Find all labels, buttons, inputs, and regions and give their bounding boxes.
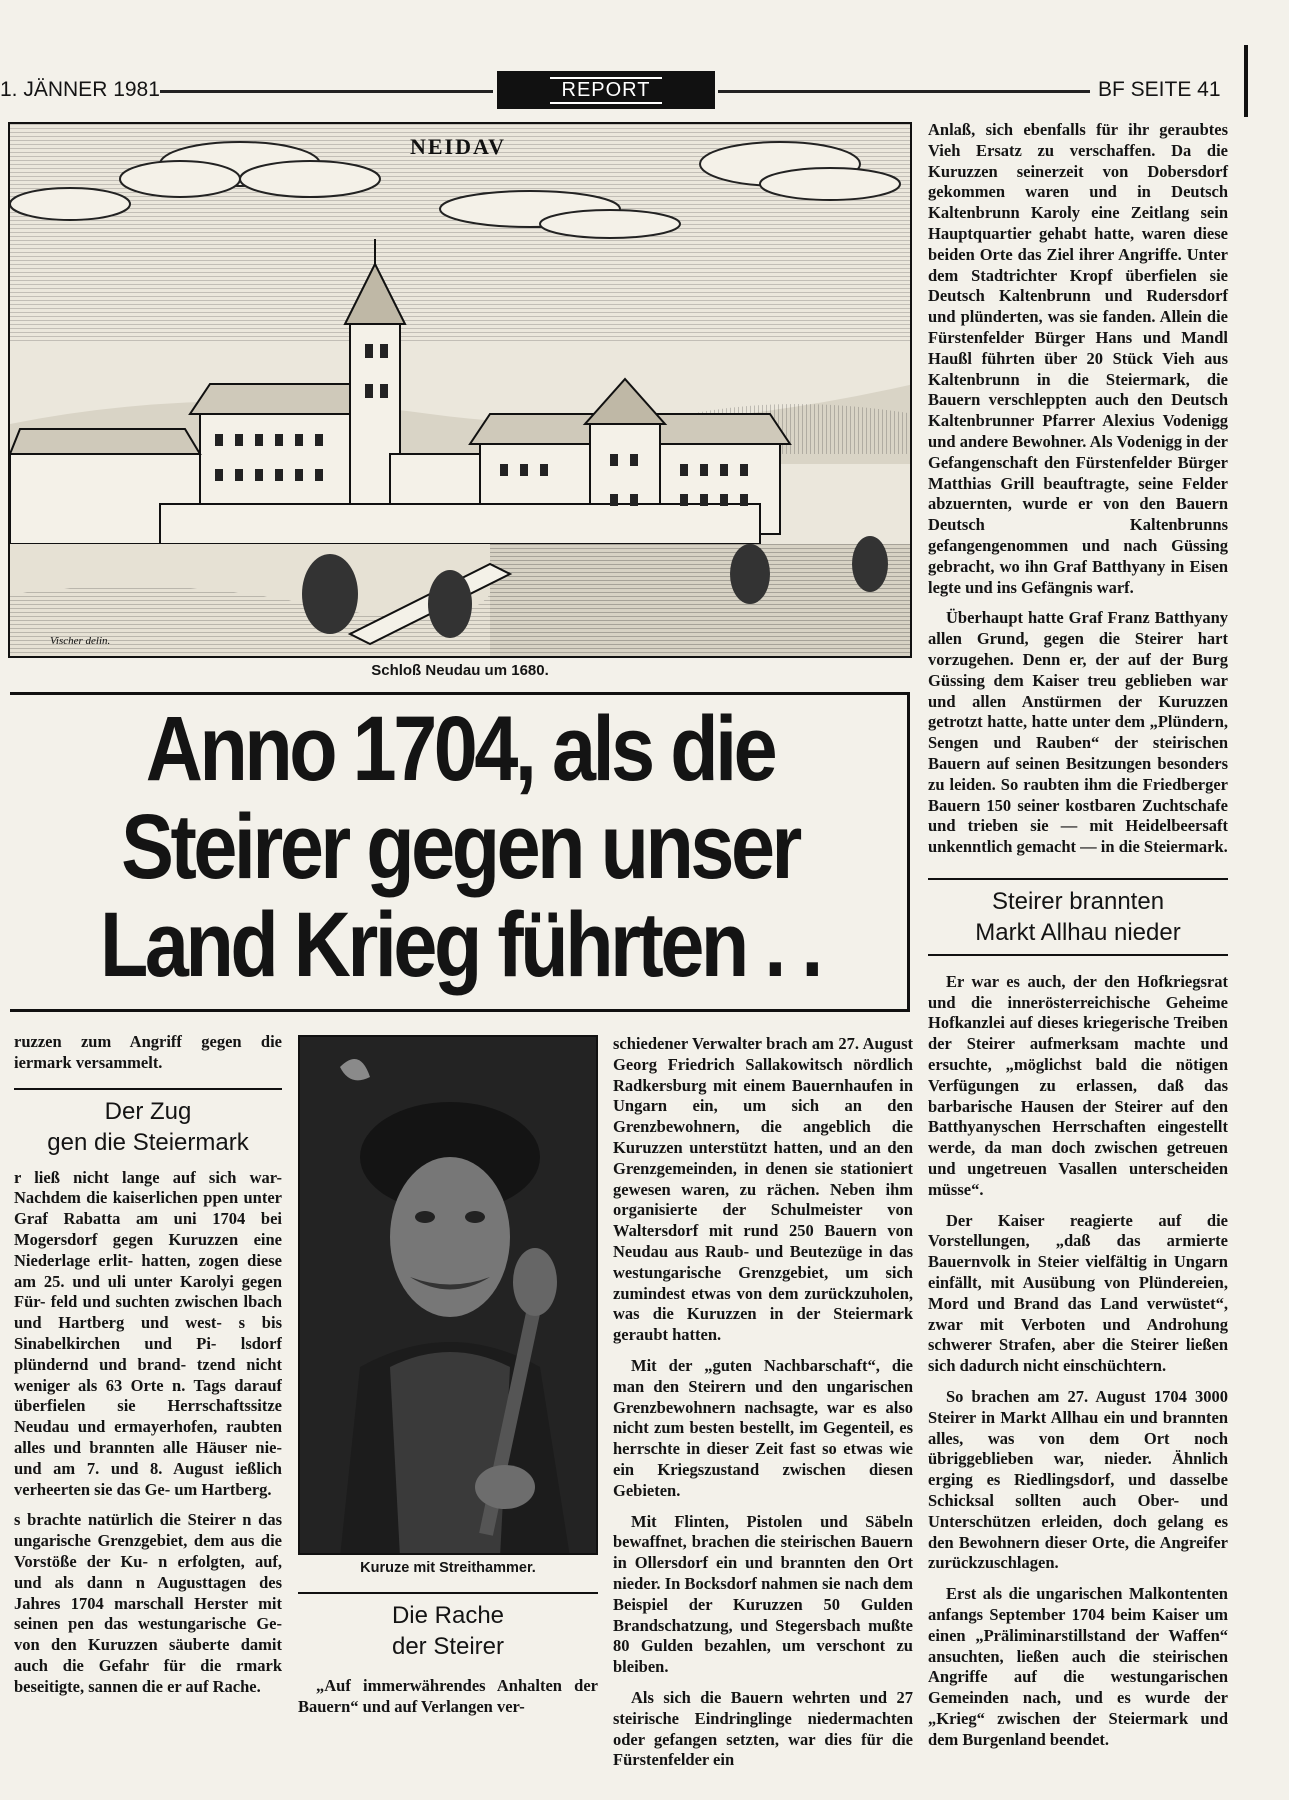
column-1 bbox=[14, 1032, 282, 1752]
page-number: BF SEITE 41 bbox=[1098, 78, 1221, 101]
castle-engraving bbox=[8, 122, 912, 658]
col2-subhead-line-1: Die Rache bbox=[391, 1602, 505, 1629]
kuruze-portrait-art bbox=[300, 1037, 598, 1555]
col1-paragraph-1: r ließ nicht lange auf sich war- Nachdem die kaiserlichen ppen unter Graf Rabatta am uni 1704 bei Mogersdorf gegen Kuruzzen eine Niederlage erlit- hatten, zogen diese am 25. und uli unter Karolyi gegen Für- feld und suchten zwischen lbach und Hartberg und west- s bis Sinabelkirchen und Pi- lsdorf plündernd und brand- tzend nicht weniger als 63 Orte n. Tags darauf überfielen sie Herrschaftssitze Neudau und ermayerhofen, raubten alles und brannten alle Häuser nie- und am 7. und 8. August ießlich verheerten sie das Ge- um Hartberg. bbox=[14, 1167, 282, 1499]
headline-line-3: Land Krieg führten . . bbox=[100, 894, 820, 996]
col4-paragraph-4: Der Kaiser reagierte auf die Vorstellungen, „daß das armierte Bauernvolk in Steier vielfältig in Ungarn einfällt, mit Ausübung von Plündereien, Mord und Brand das Land verwüstet“, zwar mit Verboten und Androhung schwerer Strafen, aber die Steirer ließen sich dadurch nicht einschüchtern. bbox=[928, 1210, 1228, 1376]
col4-paragraph-5: So brachen am 27. August 1704 3000 Steirer in Markt Allhau ein und brannten alles, was von dem Ort noch übriggeblieben war, nieder. Ähnlich erging es Riedlingsdorf, und dasselbe Schicksal sollten auch Ober- und Unterschützen erleiden, doch gelang es den Bewohnern dieser Orte, die Angreifer zurückzuschlagen. bbox=[928, 1387, 1228, 1573]
section-label: REPORT bbox=[497, 71, 715, 109]
castle-caption: Schloß Neudau um 1680. bbox=[371, 662, 549, 679]
col1-paragraph-2: s brachte natürlich die Steirer n das ungarische Grenzgebiet, dem aus die Vorstöße der Ku- n erfolgten, auf, und als dann n Augusttagen des Jahres 1704 marschall Herster mit seinen pen das westungarische Ge- von den Kuruzzen säuberte damit auch die Gefahr für die rmark beseitigte, sannen die er auf Rache. bbox=[14, 1510, 282, 1696]
col4-paragraph-3: Er war es auch, der den Hofkriegsrat und die innerösterreichische Geheime Hofkanzlei auf dieses kriegerische Treiben der Steirer aufmerksam machte und ersuchte, „möglichst bald die nötigen Verfügungen zu erlassen, daß das barbarische Hausen der Steirer auf den Batthyanyschen Herrschaften eingestellt werde, da man doch zwischen getreuen und ungetreuen Vasallen unterscheiden müsse“. bbox=[928, 971, 1228, 1199]
column-4 bbox=[928, 120, 1228, 1761]
col4-subhead-line-1: Steirer brannten bbox=[991, 887, 1165, 915]
col1-intro: ruzzen zum Angriff gegen die iermark versammelt. bbox=[14, 1032, 282, 1072]
col4-paragraph-1: Anlaß, sich ebenfalls für ihr geraubtes Vieh Ersatz zu verschaffen. Da die Kuruzzen seinerzeit von Dobersdorf gekommen waren und in Deutsch Kaltenbrunn Karoly eine Zeitlang sein Hauptquartier gehabt hatte, waren diese beiden Orte das Ziel ihrer Angriffe. Unter dem Stadtrichter Kropf überfielen sie Deutsch Kaltenbrunn und Rudersdorf und plünderten, was sie fanden. Allein die Fürstenfelder Bürger Hans und Mandl Haußl führten über 20 Stück Vieh aus Kaltenbrunn in die Steiermark, die Bauern verschleppten auch den Deutsch Kaltenbrunner Pfarrer Alexius Vodenigg und andere Bewohner. Als Vodenigg in der Gefangenschaft den Fürstenfelder Bürger Matthias Grill beauftragte, seine Felder abzuernten, wurde er von den Bauern Deutsch Kaltenbrunns gefangengenommen und nach Güssing gebracht, wo ihn Graf Batthyany in Eisen legte und ins Gefängnis warf. bbox=[928, 120, 1228, 597]
kuruze-portrait bbox=[298, 1035, 598, 1555]
issue-date: 1. JÄNNER 1981 bbox=[0, 78, 160, 101]
col3-paragraph-1: schiedener Verwalter brach am 27. August Georg Friedrich Sallakowitsch nördlich Radkersburg mit einem Bauernhaufen in Ungarn ein, um sich an den Grenzbewohnern, die angeblich die Kuruzzen unterstützt hatten, und an den Grenzgemeinden, in denen sie stationiert gewesen waren, zu rächen. Neben ihm organisierte der Schulmeister von Waltersdorf mit rund 250 Bauern von Neudau aus Raub- und Beutezüge in das westungarische Grenzgebiet, um sich zumindest etwas von dem zurückzuholen, was die Kuruzzen in der Steiermark geraubt hatten. bbox=[613, 1034, 913, 1345]
portrait-caption: Kuruze mit Streithammer. bbox=[360, 1560, 536, 1576]
col2-paragraph-1: „Auf immerwährendes Anhalten der Bauern“ und auf Verlangen ver- bbox=[298, 1676, 598, 1716]
header-rule-right bbox=[718, 90, 1090, 93]
col4-paragraph-2: Überhaupt hatte Graf Franz Batthyany allen Grund, gegen die Steirer hart vorzugehen. Denn er, der auf der Burg Güssing dem Kaiser treu geblieben war und allen Anstürmen der Kuruzzen getrotzt hatte, hatte unter dem „Plündern, Sengen und Rauben“ der steirischen Bauern auf seinen Besitzungen besonders zu leiden. So raubten ihm die Friedberger Bauern 150 seiner kostbaren Zuchtschafe und trieben sie — mit Heidelbeersaft unkenntlich gemacht — in die Steiermark. bbox=[928, 608, 1228, 857]
column-2 bbox=[298, 1592, 598, 1728]
headline-line-1: Anno 1704, als die bbox=[145, 698, 775, 800]
header-rule-left bbox=[160, 90, 493, 93]
col4-subhead bbox=[928, 878, 1228, 956]
col2-subhead bbox=[298, 1592, 598, 1662]
col1-subhead-line-1: Der Zug bbox=[104, 1097, 192, 1125]
col1-subhead bbox=[14, 1088, 282, 1158]
castle-engraving-art bbox=[10, 124, 912, 658]
engraving-inscription: NEIDAV bbox=[410, 134, 506, 159]
headline-line-2: Steirer gegen unser bbox=[121, 796, 799, 898]
col4-subhead-line-2: Markt Allhau nieder bbox=[975, 918, 1181, 946]
col3-paragraph-4: Als sich die Bauern wehrten und 27 steirische Eindringlinge niedermachten oder gefangen setzten, war dies für die Fürstenfelder ein bbox=[613, 1687, 913, 1770]
col3-paragraph-3: Mit Flinten, Pistolen und Säbeln bewaffnet, brachen die steirischen Bauern in Ollersdorf ein und brannten den Ort nieder. In Bocksdorf nahmen sie nach dem Beispiel der Kuruzzen 50 Gulden Brandschatzung, und Stegersbach mußte 80 Gulden bezahlen, um verschont zu bleiben. bbox=[613, 1511, 913, 1677]
col4-paragraph-6: Erst als die ungarischen Malkontenten anfangs September 1704 beim Kaiser um einen „Präliminarstillstand der Waffen“ ansuchten, ließen auch die steirischen Angriffe auf die westungarischen Gemeinden nach, und es wurde der „Krieg“ zwischen der Steiermark und dem Burgenland beendet. bbox=[928, 1584, 1228, 1749]
engraver-signature: Vischer delin. bbox=[50, 635, 111, 647]
col1-subhead-line-2: gen die Steiermark bbox=[47, 1128, 249, 1156]
column-3 bbox=[613, 1034, 913, 1781]
margin-bar bbox=[1244, 45, 1248, 117]
col2-subhead-line-2: der Steirer bbox=[391, 1633, 505, 1660]
col3-paragraph-2: Mit der „guten Nachbarschaft“, die man den Steirern und den ungarischen Grenzbewohnern nachsagte, war es also nicht zum besten bestellt, im Gegenteil, es herrschte in dieser Zeit fast so etwas wie ein Kriegszustand zwischen diesen Gebieten. bbox=[613, 1355, 913, 1500]
